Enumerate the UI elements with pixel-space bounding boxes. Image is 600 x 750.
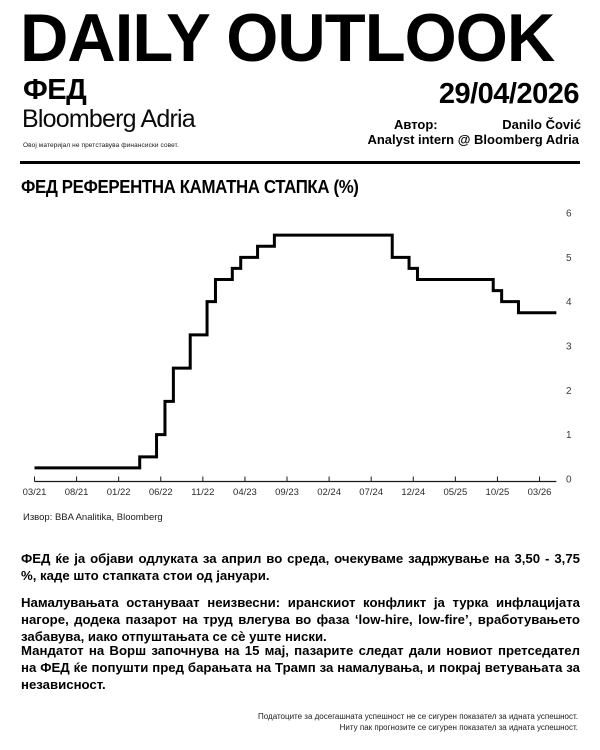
x-tick-label: 09/23	[275, 487, 299, 498]
x-tick-label: 12/24	[401, 487, 426, 498]
author-label: Автор:	[394, 117, 438, 132]
x-tick-label: 07/24	[359, 487, 384, 498]
issue-date: 29/04/2026	[438, 78, 579, 110]
y-tick-label: 6	[566, 208, 572, 220]
chart-canvas	[0, 195, 600, 510]
body-paragraph-2: Намалувањата остануваат неизвесни: иранскиот конфликт ја турка инфлацијата нагоре, додека пазарот на труд влегува во фаза ‘low-hire, low-fire’, вработувањето забавува, иако отпуштањата се сѐ уште ниски.	[21, 595, 580, 644]
x-tick-label: 04/23	[233, 487, 257, 498]
x-tick-label: 01/22	[106, 487, 131, 498]
footer-disclaimer	[158, 711, 578, 733]
body-paragraph-3: Мандатот на Ворш започнува на 15 мај, пазарите следат дали новиот претседател на ФЕД ќе попушти пред барањата на Трамп за намалувања, и покрај ветувањата за независност.	[21, 643, 580, 692]
x-tick-label: 06/22	[148, 487, 173, 498]
fed-rate-chart	[0, 195, 600, 510]
y-tick-label: 3	[566, 341, 572, 353]
y-tick-label: 0	[566, 474, 572, 486]
chart-source: Извор: BBA Analitika, Bloomberg	[23, 512, 163, 523]
x-tick-label: 02/24	[317, 487, 341, 498]
x-tick-label: 10/25	[485, 487, 510, 498]
y-tick-label: 4	[566, 297, 572, 309]
x-tick-label: 03/21	[22, 487, 47, 498]
footer-line-1: Податоците за досегашната успешност не се сигурен показател за идната успешност.	[258, 712, 578, 721]
author-row	[394, 117, 581, 132]
masthead-title: DAILY OUTLOOK	[20, 0, 555, 76]
y-tick-label: 2	[566, 385, 572, 397]
rate-step-line	[35, 235, 557, 468]
body-paragraph-1: ФЕД ќе ја објави одлуката за април во среда, очекуваме задржување на 3,50 - 3,75 %, каде што стапката стои од јануари.	[21, 551, 580, 583]
x-tick-label: 08/21	[64, 487, 89, 498]
topic-label: ФЕД	[23, 74, 87, 106]
chart-title: ФЕД РЕФЕРЕНТНА КАМАТНА СТАПКА (%)	[21, 176, 359, 197]
x-tick-label: 05/25	[443, 487, 468, 498]
header-divider	[20, 161, 580, 164]
author-role: Analyst intern @ Bloomberg Adria	[367, 132, 579, 147]
y-tick-label: 1	[566, 430, 572, 442]
footer-line-2: Ниту пак прогнозите се сигурен показател за идната успешност.	[339, 723, 578, 732]
author-name: Danilo Čović	[502, 117, 581, 132]
header-disclaimer: Овој материјал не претставува финансиски совет.	[23, 142, 179, 149]
y-tick-label: 5	[566, 252, 572, 264]
x-tick-label: 11/22	[191, 487, 215, 498]
x-tick-label: 03/26	[527, 487, 552, 498]
brand-logo-text: Bloomberg Adria	[22, 105, 195, 133]
